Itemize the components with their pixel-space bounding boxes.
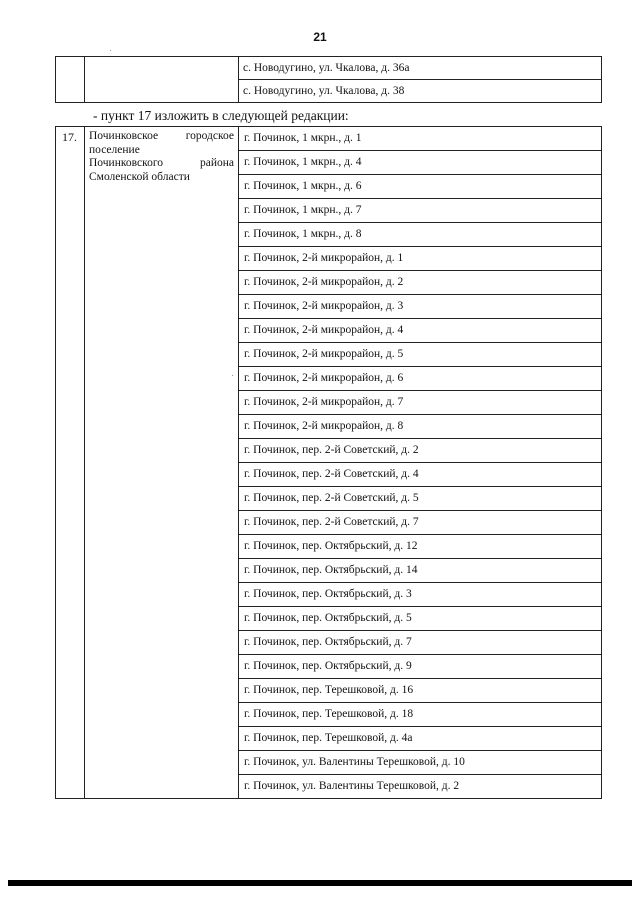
address-cell: г. Починок, 2-й микрорайон, д. 4 [239,319,602,343]
address-cell: г. Починок, пер. Терешковой, д. 18 [239,703,602,727]
address-cell: г. Починок, 1 мкрн., д. 1 [239,127,602,151]
address-cell: г. Починок, ул. Валентины Терешковой, д. 10 [239,751,602,775]
address-cell: г. Починок, пер. Октябрьский, д. 9 [239,655,602,679]
address-cell: с. Новодугино, ул. Чкалова, д. 38 [239,80,602,103]
number-cell [56,57,85,103]
address-cell: г. Починок, пер. Терешковой, д. 4а [239,727,602,751]
settlement-name-line: Починковское городское [89,130,234,142]
address-cell: г. Починок, пер. 2-й Советский, д. 7 [239,511,602,535]
table-row [56,57,602,80]
address-cell: г. Починок, 2-й микрорайон, д. 6 [239,367,602,391]
address-cell: г. Починок, 1 мкрн., д. 6 [239,175,602,199]
address-cell: г. Починок, 2-й микрорайон, д. 2 [239,271,602,295]
scan-artifact [232,375,233,376]
address-cell: г. Починок, 1 мкрн., д. 7 [239,199,602,223]
address-cell: г. Починок, пер. Октябрьский, д. 3 [239,583,602,607]
page-number: 21 [313,30,327,44]
settlement-name-line: Смоленской области [89,170,190,183]
address-cell: г. Починок, 2-й микрорайон, д. 5 [239,343,602,367]
address-cell: г. Починок, пер. 2-й Советский, д. 4 [239,463,602,487]
settlement-name-line: Починковского района [89,157,234,169]
settlement-name-line: поселение [89,143,140,156]
settlement-name [85,127,239,799]
address-cell: г. Починок, пер. 2-й Советский, д. 2 [239,439,602,463]
address-cell: г. Починок, пер. Октябрьский, д. 5 [239,607,602,631]
address-cell: г. Починок, 2-й микрорайон, д. 3 [239,295,602,319]
address-cell: г. Починок, 2-й микрорайон, д. 1 [239,247,602,271]
address-cell: г. Починок, ул. Валентины Терешковой, д. 2 [239,775,602,799]
address-cell: г. Починок, пер. Октябрьский, д. 12 [239,535,602,559]
address-cell: г. Починок, пер. Октябрьский, д. 7 [239,631,602,655]
address-cell: г. Починок, пер. Терешковой, д. 16 [239,679,602,703]
previous-entry-table [55,56,602,103]
amendment-instruction: - пункт 17 изложить в следующей редакции: [93,108,349,123]
address-cell: г. Починок, 1 мкрн., д. 8 [239,223,602,247]
address-cell: г. Починок, 2-й микрорайон, д. 8 [239,415,602,439]
address-cell: с. Новодугино, ул. Чкалова, д. 36а [239,57,602,80]
address-cell: г. Починок, 2-й микрорайон, д. 7 [239,391,602,415]
item-17-table [55,126,602,799]
table-row [56,127,602,151]
scan-artifact [110,50,111,51]
address-cell: г. Починок, пер. 2-й Советский, д. 5 [239,487,602,511]
scan-bottom-bar [8,880,632,886]
address-cell: г. Починок, 1 мкрн., д. 4 [239,151,602,175]
settlement-cell [85,57,239,103]
item-number: 17. [56,127,85,799]
address-cell: г. Починок, пер. Октябрьский, д. 14 [239,559,602,583]
